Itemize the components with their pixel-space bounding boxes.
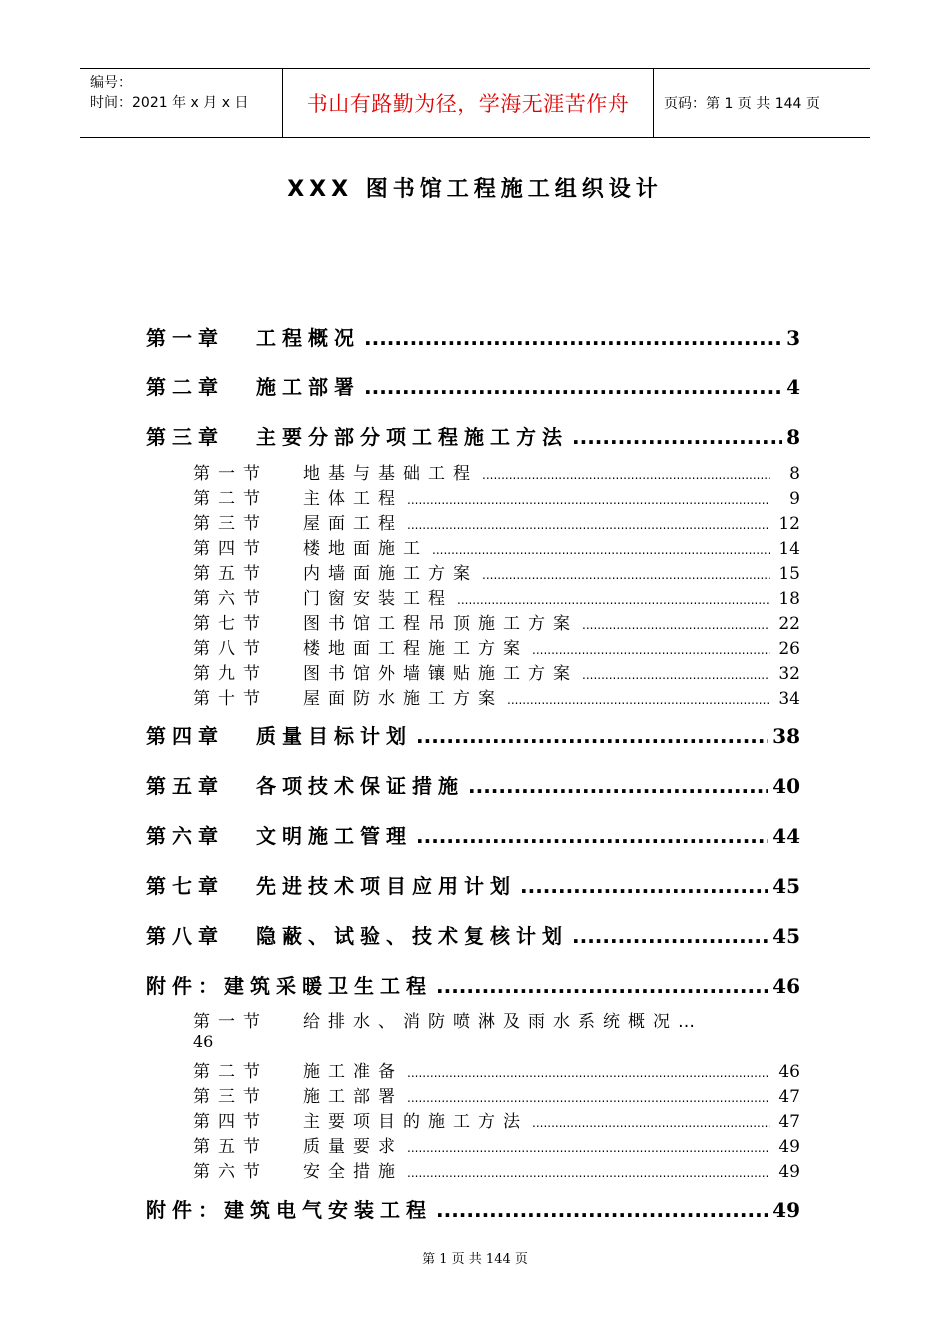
page-number: 8	[789, 464, 800, 484]
leader-dots	[572, 924, 768, 948]
leader-dots	[468, 774, 768, 798]
page-number: 49	[772, 1198, 800, 1222]
toc-chapter-5[interactable]	[146, 770, 800, 799]
toc-section[interactable]	[193, 1107, 800, 1132]
page-number: 4	[786, 375, 800, 399]
leader-dots	[364, 326, 782, 350]
page-number: 49	[778, 1137, 800, 1157]
section-title: 楼地面施工	[303, 539, 428, 559]
section-title: 屋面工程	[303, 514, 403, 534]
leader-dots	[457, 593, 770, 607]
page-number: 38	[772, 724, 800, 748]
section-number: 第八节	[193, 639, 268, 659]
leader-dots	[416, 724, 768, 748]
leader-dots	[482, 468, 770, 482]
chapter-title: 先进技术项目应用计划	[256, 874, 516, 898]
chapter-number: 第二章	[146, 375, 224, 399]
page-number: 14	[778, 539, 800, 559]
chapter-title: 质量目标计划	[256, 724, 412, 748]
toc-section[interactable]	[193, 659, 800, 684]
header-meta	[80, 69, 282, 137]
leader-dots	[364, 375, 782, 399]
chapter-number: 第七章	[146, 874, 224, 898]
section-number: 第六节	[193, 1162, 268, 1182]
section-number: 第十节	[193, 689, 268, 709]
section-title: 安全措施	[303, 1162, 403, 1182]
section-number: 第二节	[193, 1062, 268, 1082]
chapter-number: 第三章	[146, 425, 224, 449]
section-title: 屋面防水施工方案	[303, 689, 503, 709]
section-number: 第六节	[193, 589, 268, 609]
leader-dots	[582, 618, 770, 632]
toc-section[interactable]	[193, 1132, 800, 1157]
toc-section[interactable]	[193, 559, 800, 584]
chapter-title: 施工部署	[256, 375, 360, 399]
chapter-number: 第五章	[146, 774, 224, 798]
page-number: 3	[786, 326, 800, 350]
toc-chapter-6[interactable]	[146, 820, 800, 849]
section-number: 第三节	[193, 1087, 268, 1107]
section-number: 第四节	[193, 539, 268, 559]
toc-section[interactable]	[193, 1082, 800, 1107]
toc-chapter-4[interactable]	[146, 720, 800, 749]
section-title: 图书馆工程吊顶施工方案	[303, 614, 578, 634]
header-page-info: 页码：第 1 页 共 144 页	[664, 96, 820, 112]
section-title: 内墙面施工方案	[303, 564, 478, 584]
chapter-number: 第八章	[146, 924, 224, 948]
appendix-title: 附件：建筑采暖卫生工程	[146, 974, 432, 998]
page-number: 34	[778, 689, 800, 709]
page-number: 22	[778, 614, 800, 634]
section-title: 主体工程	[303, 489, 403, 509]
page-number: 45	[772, 924, 800, 948]
page-number: 18	[778, 589, 800, 609]
page-footer: 第 1 页 共 144 页	[422, 1252, 528, 1267]
page-number: 40	[772, 774, 800, 798]
header-number: 编号：	[90, 75, 132, 91]
leader-dots	[416, 824, 768, 848]
toc-section[interactable]	[193, 634, 800, 659]
toc-section[interactable]	[193, 1007, 800, 1032]
chapter-title: 隐蔽、试验、技术复核计划	[256, 924, 568, 948]
section-number: 第三节	[193, 514, 268, 534]
toc-chapter-3[interactable]	[146, 421, 800, 450]
leader-dots	[532, 643, 770, 657]
leader-dots	[407, 1066, 770, 1080]
section-title: 质量要求	[303, 1137, 403, 1157]
chapter-title: 主要分部分项工程施工方法	[256, 425, 568, 449]
page-number: 46	[193, 1032, 214, 1051]
section-number: 第九节	[193, 664, 268, 684]
section-title: 门窗安装工程	[303, 589, 453, 609]
page-number: 32	[778, 664, 800, 684]
section-number: 第一节	[193, 464, 268, 484]
page-number: 45	[772, 874, 800, 898]
toc-section[interactable]	[193, 684, 800, 709]
leader-dots	[436, 1198, 768, 1222]
document-title: XXX 图书馆工程施工组织设计	[287, 177, 663, 202]
section-number: 第二节	[193, 489, 268, 509]
leader-dots	[532, 1116, 770, 1130]
section-title: 主要项目的施工方法	[303, 1112, 528, 1132]
section-number: 第五节	[193, 1137, 268, 1157]
page-number: 9	[789, 489, 800, 509]
chapter-number: 第一章	[146, 326, 224, 350]
section-title: 图书馆外墙镶贴施工方案	[303, 664, 578, 684]
chapter-title: 文明施工管理	[256, 824, 412, 848]
toc-section[interactable]	[193, 609, 800, 634]
leader-dots	[432, 543, 770, 557]
toc-section[interactable]	[193, 484, 800, 509]
leader-dots	[407, 518, 770, 532]
page-number: 47	[778, 1112, 800, 1132]
page-number: 49	[778, 1162, 800, 1182]
toc-section[interactable]	[193, 584, 800, 609]
header-time: 时间：2021 年 x 月 x 日	[90, 95, 249, 111]
page-number: 46	[778, 1062, 800, 1082]
chapter-title: 工程概况	[256, 326, 360, 350]
section-number: 第一节	[193, 1012, 268, 1032]
toc-chapter-7[interactable]	[146, 870, 800, 899]
page-number: 46	[772, 974, 800, 998]
section-number: 第五节	[193, 564, 268, 584]
toc-chapter-1[interactable]	[146, 322, 800, 351]
toc-section[interactable]	[193, 534, 800, 559]
leader-dots	[507, 693, 770, 707]
header-motto: 书山有路勤为径，学海无涯苦作舟	[306, 92, 630, 116]
section-number: 第四节	[193, 1112, 268, 1132]
chapter-number: 第四章	[146, 724, 224, 748]
appendix-title: 附件：建筑电气安装工程	[146, 1198, 432, 1222]
section-title: 施工准备	[303, 1062, 403, 1082]
page-number: 15	[778, 564, 800, 584]
toc-section[interactable]	[193, 1157, 800, 1182]
section-title: 楼地面工程施工方案	[303, 639, 528, 659]
leader-dots	[520, 874, 768, 898]
section-title: 地基与基础工程	[303, 464, 478, 484]
leader-dots	[407, 1091, 770, 1105]
toc-chapter-2[interactable]	[146, 371, 800, 400]
toc-chapter-8[interactable]	[146, 920, 800, 949]
section-title: 给排水、消防喷淋及雨水系统概况…	[303, 1012, 703, 1032]
leader-dots	[407, 1141, 770, 1155]
chapter-number: 第六章	[146, 824, 224, 848]
page-header	[80, 68, 870, 138]
page-number: 8	[786, 425, 800, 449]
header-motto-cell	[282, 69, 654, 137]
section-title: 施工部署	[303, 1087, 403, 1107]
section-number: 第七节	[193, 614, 268, 634]
chapter-title: 各项技术保证措施	[256, 774, 464, 798]
page-number: 12	[778, 514, 800, 534]
leader-dots	[407, 493, 770, 507]
toc-section[interactable]	[193, 1057, 800, 1082]
leader-dots	[582, 668, 770, 682]
page-number: 47	[778, 1087, 800, 1107]
leader-dots	[436, 974, 768, 998]
toc-section[interactable]	[193, 509, 800, 534]
toc-appendix-2[interactable]	[146, 1194, 800, 1223]
leader-dots	[407, 1166, 770, 1180]
leader-dots	[572, 425, 782, 449]
page-number: 44	[772, 824, 800, 848]
leader-dots	[482, 568, 770, 582]
page-number: 26	[778, 639, 800, 659]
toc-section[interactable]	[193, 459, 800, 484]
toc-appendix-1[interactable]	[146, 970, 800, 999]
